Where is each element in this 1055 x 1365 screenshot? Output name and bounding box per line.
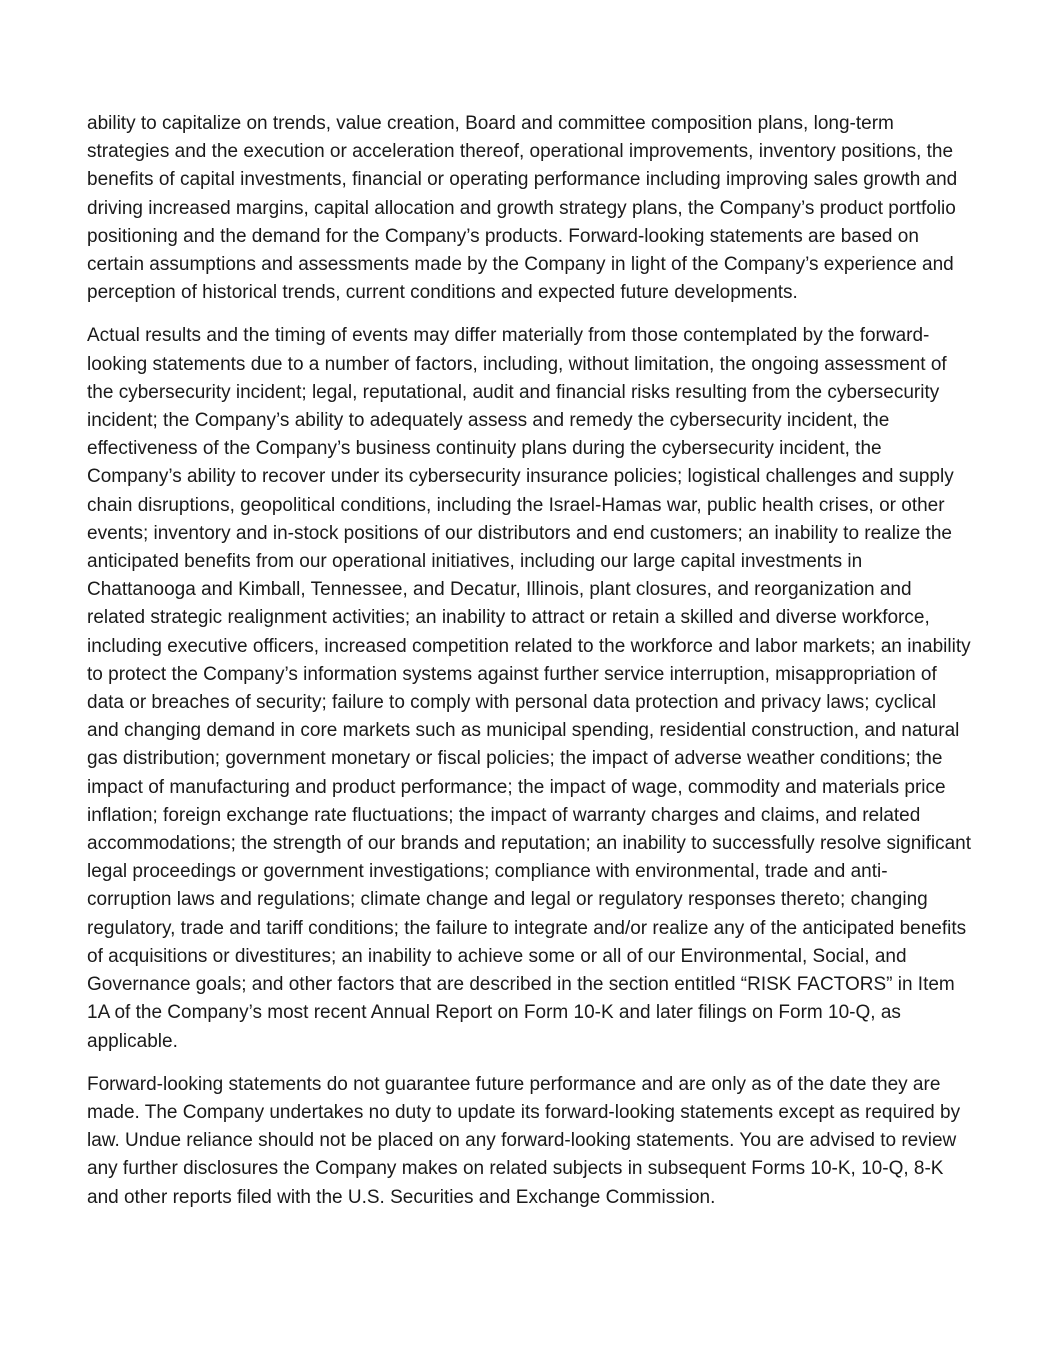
paragraph-no-guarantee: Forward-looking statements do not guarantee future performance and are only as of the date they are made. The Company undertakes no duty to update its forward-looking statements except as required by law. Undue reliance should not be placed on any forward-looking statements. You are advised to review any further disclosures the Company makes on related subjects in subsequent Forms 10-K, 10-Q, 8-K and other reports filed with the U.S. Securities and Exchange Commission.: [87, 1073, 961, 1208]
paragraph-risk-factors: Actual results and the timing of events may differ materially from those contemplated by the forward-looking statements due to a number of factors, including, without limitation, the ongoing assessment of the cybersecurity incident; legal, reputational, audit and financial risks resulting from the cybersecurity incident; the Company’s ability to adequately assess and remedy the cybersecurity incident, the effectiveness of the Company’s business continuity plans during the cybersecurity incident, the Company’s ability to recover under its cybersecurity insurance policies; logistical challenges and supply chain disruptions, geopolitical conditions, including the Israel-Hamas war, public health crises, or other events; inventory and in-stock positions of our distributors and end customers; an inability to realize the anticipated benefits from our operational initiatives, including our large capital investments in Chattanooga and Kimball, Tennessee, and Decatur, Illinois, plant closures, and reorganization and related strategic realignment activities; an inability to attract or retain a skilled and diverse workforce, including executive officers, increased competition related to the workforce and labor markets; an inability to protect the Company’s information systems against further service interruption, misappropriation of data or breaches of security; failure to comply with personal data protection and privacy laws; cyclical and changing demand in core markets such as municipal spending, residential construction, and natural gas distribution; government monetary or fiscal policies; the impact of adverse weather conditions; the impact of manufacturing and product performance; the impact of wage, commodity and materials price inflation; foreign exchange rate fluctuations; the impact of warranty charges and claims, and related accommodations; the strength of our brands and reputation; an inability to successfully resolve significant legal proceedings or government investigations; compliance with environmental, trade and anti-corruption laws and regulations; climate change and legal or regulatory responses thereto; changing regulatory, trade and tariff conditions; the failure to integrate and/or realize any of the anticipated benefits of acquisitions or divestitures; an inability to achieve some or all of our Environmental, Social, and Governance goals; and other factors that are described in the section entitled “RISK FACTORS” in Item 1A of the Company’s most recent Annual Report on Form 10-K and later filings on Form 10-Q, as applicable.: [87, 325, 971, 1052]
document-body: [87, 110, 972, 1227]
paragraph-forward-looking-scope: ability to capitalize on trends, value creation, Board and committee composition plans, long-term strategies and the execution or acceleration thereof, operational improvements, inventory positions, the benefits of capital investments, financial or operating performance including improving sales growth and driving increased margins, capital allocation and growth strategy plans, the Company’s product portfolio positioning and the demand for the Company’s products. Forward-looking statements are based on certain assumptions and assessments made by the Company in light of the Company’s experience and perception of historical trends, current conditions and expected future developments.: [87, 113, 958, 304]
